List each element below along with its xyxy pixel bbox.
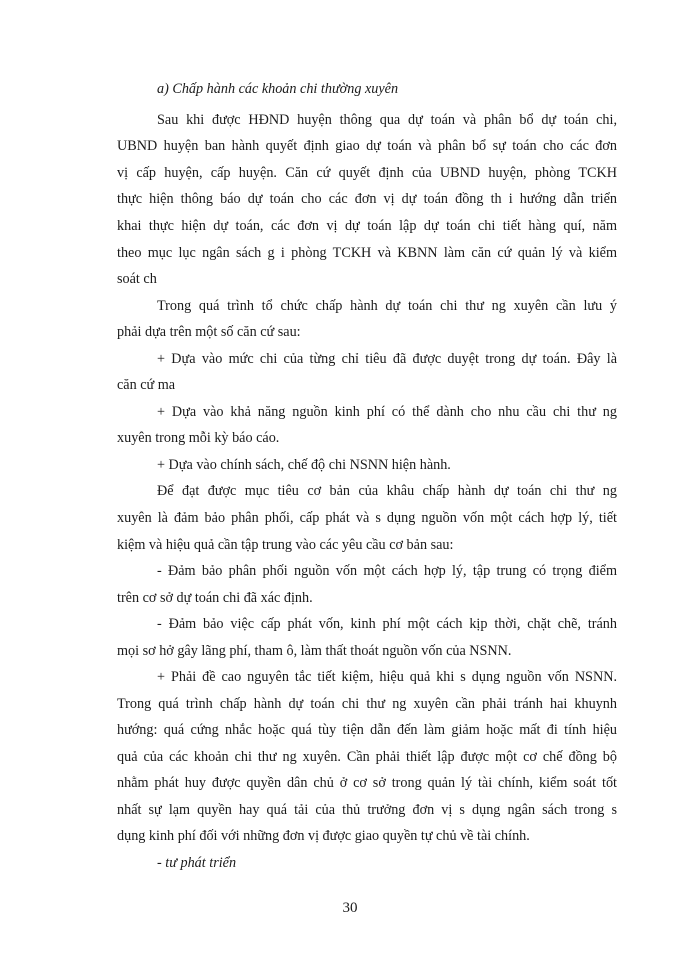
paragraph-line: Để đạt được mục tiêu cơ bản của khâu chấp hành dự toán chi thư ng: [157, 483, 617, 499]
paragraph-line: UBND huyện ban hành quyết định giao dự toán và phân bổ sự toán cho các đơn: [117, 138, 617, 154]
paragraph-line: Trong quá trình chấp hành dự toán chi thư ng xuyên cần phải tránh hai khuynh: [117, 696, 617, 712]
paragraph-line: khai thực hiện dự toán, các đơn vị dự toán lập dự toán chi tiết hàng quí, năm: [117, 218, 617, 234]
paragraph-line: theo mục lục ngân sách g i phòng TCKH và KBNN làm căn cứ quản lý và kiểm: [117, 245, 617, 261]
paragraph-line: Trong quá trình tổ chức chấp hành dự toán chi thư ng xuyên cần lưu ý: [157, 298, 617, 314]
closing-italic-line: - tư phát triển: [157, 855, 237, 871]
paragraph-line: thực hiện thông báo dự toán cho các đơn vị dự toán đồng th i hướng dẫn triển: [117, 191, 617, 207]
paragraph-line: quả của các khoản chi thư ng xuyên. Cần phải thiết lập được một cơ chế đồng bộ: [117, 749, 617, 765]
paragraph-line: soát ch: [117, 271, 157, 287]
paragraph-line: xuyên là đảm bảo phân phối, cấp phát và s dụng nguồn vốn một cách hợp lý, tiết: [117, 510, 617, 526]
paragraph-line: + Dựa vào chính sách, chế độ chi NSNN hiện hành.: [157, 457, 451, 473]
page-number: 30: [342, 900, 358, 916]
section-heading: a) Chấp hành các khoản chi thường xuyên: [157, 81, 399, 97]
paragraph-line: mọi sơ hở gây lãng phí, tham ô, làm thất thoát nguồn vốn của NSNN.: [117, 643, 512, 659]
paragraph-line: + Dựa vào khả năng nguồn kinh phí có thể dành cho nhu cầu chi thư ng: [157, 404, 617, 420]
paragraph-line: xuyên trong mỗi kỳ báo cáo.: [117, 430, 280, 446]
paragraph-line: - Đảm bảo phân phối nguồn vốn một cách hợp lý, tập trung có trọng điểm: [157, 563, 617, 579]
paragraph-line: nhằm phát huy được quyền dân chủ ở cơ sở trong quản lý tài chính, kiểm soát tốt: [117, 775, 617, 791]
paragraph-line: trên cơ sở dự toán chi đã xác định.: [117, 590, 313, 606]
paragraph-line: kiệm và hiệu quả cần tập trung vào các yêu cầu cơ bản sau:: [117, 537, 454, 553]
paragraph-line: hướng: quá cứng nhắc hoặc quá tùy tiện dẫn đến làm giảm hoặc mất đi tính hiệu: [117, 722, 617, 738]
paragraph-line: nhất sự lạm quyền hay quá tải của thủ trưởng đơn vị s dụng ngân sách trong s: [117, 802, 617, 818]
paragraph-line: dụng kinh phí đối với những đơn vị được giao quyền tự chủ về tài chính.: [117, 828, 530, 844]
paragraph-line: Sau khi được HĐND huyện thông qua dự toán và phân bổ dự toán chi,: [157, 112, 617, 128]
paragraph-line: - Đảm bảo việc cấp phát vốn, kinh phí một cách kịp thời, chặt chẽ, tránh: [157, 616, 617, 632]
paragraph-line: phải dựa trên một số căn cứ sau:: [117, 324, 301, 340]
paragraph-line: + Phải đề cao nguyên tắc tiết kiệm, hiệu quả khi s dụng nguồn vốn NSNN.: [157, 669, 617, 685]
paragraph-line: vị cấp huyện, cấp huyện. Căn cứ quyết định của UBND huyện, phòng TCKH: [117, 165, 617, 181]
paragraph-line: + Dựa vào mức chi của từng chỉ tiêu đã được duyệt trong dự toán. Đây là: [157, 351, 617, 367]
paragraph-line: căn cứ ma: [117, 377, 176, 393]
